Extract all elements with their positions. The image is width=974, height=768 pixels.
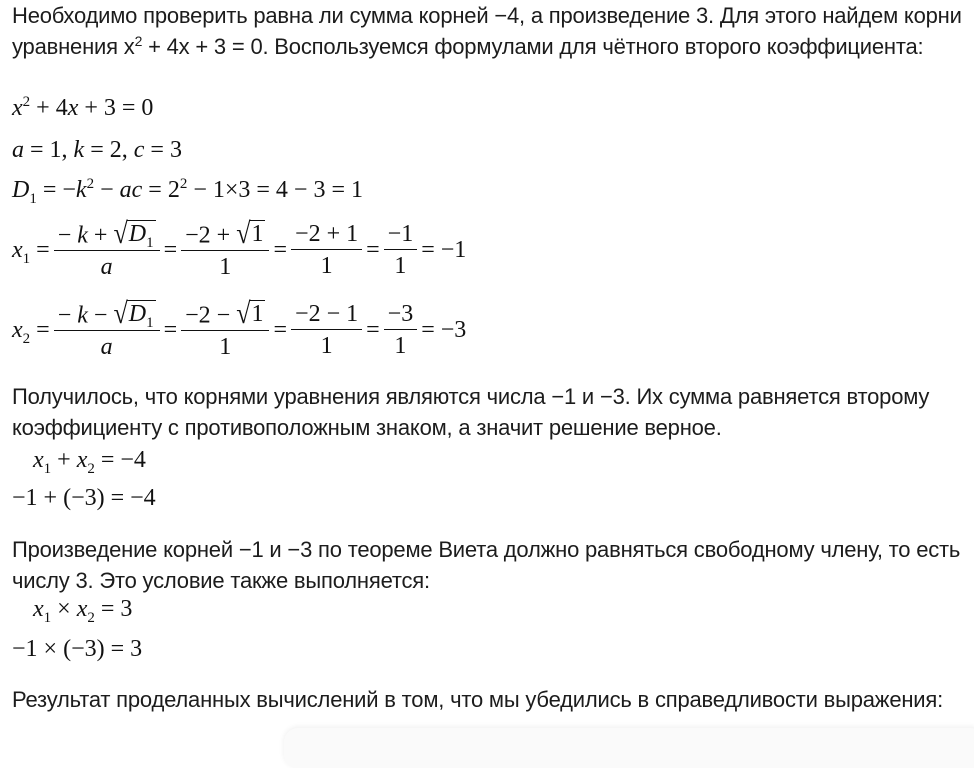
fraction-denominator — [97, 331, 117, 359]
var-x: x — [67, 95, 79, 121]
square-root — [236, 217, 265, 251]
fraction-denominator — [97, 251, 117, 279]
fraction-numerator — [54, 297, 160, 331]
var-k: k — [77, 222, 88, 249]
equals: = — [366, 236, 380, 263]
equals: = — [36, 316, 50, 343]
fraction-1 — [54, 217, 160, 281]
product-values-line: −1 × (−3) = 3 — [12, 636, 143, 662]
intro-text-tail: + 4x + 3 = 0. Воспользуемся формулами для чётного второго коэффициента: — [142, 34, 924, 59]
x2-result: = −3 — [421, 316, 467, 343]
equals: = — [163, 236, 178, 263]
var-x: x — [12, 236, 23, 263]
fraction-denominator: 1 — [394, 332, 407, 359]
var-k: k — [75, 177, 87, 203]
equals: = — [273, 236, 288, 263]
radicand — [127, 300, 156, 331]
sum-formula-line — [33, 447, 146, 477]
var-d: D — [12, 177, 30, 203]
fraction-2 — [181, 217, 269, 281]
fraction-denominator: 1 — [219, 334, 232, 361]
product-tail: = 3 — [94, 596, 133, 622]
operator: + — [87, 222, 114, 249]
fraction-numerator: −2 − 1 — [291, 302, 362, 330]
subscript: 1 — [43, 610, 52, 626]
subscript: 1 — [22, 250, 31, 267]
var-d: D — [128, 221, 147, 247]
minus: − — [57, 222, 78, 249]
equation-line — [12, 96, 153, 120]
intro-exponent: 2 — [134, 33, 143, 49]
sum-tail: = −4 — [94, 447, 146, 473]
fraction-2 — [181, 297, 269, 361]
disc-part: = − — [36, 177, 76, 203]
var-x: x — [33, 596, 44, 622]
subscript: 2 — [22, 330, 31, 347]
fraction-numerator — [181, 217, 269, 251]
x2-label — [12, 316, 31, 347]
var-a: a — [100, 254, 113, 281]
fraction-numerator — [54, 217, 160, 251]
var-x: x — [76, 596, 88, 622]
result-paragraph: Результат проделанных вычислений в том, что мы убедились в справедливости выражения: — [12, 687, 944, 712]
square-root — [113, 217, 155, 251]
operator: × — [51, 596, 77, 622]
fraction-denominator: 1 — [320, 332, 333, 359]
var-c: c — [133, 137, 145, 163]
var-x: x — [76, 447, 88, 473]
radical-icon: √ — [113, 217, 128, 251]
intro-text: Необходимо проверить равна ли сумма корней −4, а произведение 3. Для этого найдем корни уравнения x — [12, 3, 962, 59]
minus: − — [57, 302, 78, 329]
eq-tail: + 3 = 0 — [78, 95, 154, 121]
var-d: D — [128, 301, 147, 327]
radical-icon: √ — [236, 217, 251, 251]
equals: = — [36, 236, 50, 263]
numerator-text: −2 − — [185, 302, 237, 329]
x1-label — [12, 236, 31, 267]
radical-icon: √ — [236, 297, 251, 331]
fraction-numerator: −3 — [384, 302, 418, 330]
operator: + — [51, 447, 77, 473]
coefficients-line — [12, 138, 182, 162]
exponent: 2 — [22, 94, 31, 110]
subscript: 1 — [146, 235, 154, 251]
subscript: 2 — [87, 610, 95, 626]
subscript: 1 — [29, 191, 37, 207]
k-value: = 2, — [84, 137, 134, 163]
sum-values-line: −1 + (−3) = −4 — [12, 485, 156, 511]
subscript: 1 — [146, 315, 154, 331]
disc-minus: − — [94, 177, 120, 203]
var-x: x — [33, 447, 44, 473]
fraction-denominator: 1 — [320, 252, 333, 279]
root-x2-formula — [12, 297, 467, 361]
root-x1-formula — [12, 217, 467, 281]
disc-part: = 2 — [142, 177, 180, 203]
fraction-numerator: −1 — [384, 222, 418, 250]
subscript: 1 — [43, 461, 52, 477]
a-value: = 1, — [24, 137, 74, 163]
c-value: = 3 — [144, 137, 182, 163]
x1-result: = −1 — [421, 236, 467, 263]
eq-part: + 4 — [30, 95, 68, 121]
disc-tail: − 1×3 = 4 − 3 = 1 — [187, 177, 364, 203]
var-a: a — [12, 137, 24, 163]
fraction-3 — [291, 222, 362, 278]
product-paragraph: Произведение корней −1 и −3 по теореме Виета должно равняться свободному члену, то есть числу 3. Это условие также выполняется: — [12, 537, 961, 593]
equals: = — [366, 316, 380, 343]
radical-icon: √ — [113, 297, 128, 331]
fraction-denominator: 1 — [219, 254, 232, 281]
square-root — [113, 297, 155, 331]
fraction-4 — [384, 222, 418, 278]
sum-paragraph: Получилось, что корнями уравнения являются числа −1 и −3. Их сумма равняется второму коэффициенту с противоположным знаком, а значит решение верное. — [12, 384, 930, 440]
subscript: 2 — [87, 461, 95, 477]
numerator-text: −2 + — [185, 222, 237, 249]
var-k: k — [77, 302, 88, 329]
var-a: a — [100, 334, 113, 361]
operator: − — [87, 302, 114, 329]
radicand: 1 — [251, 301, 264, 327]
discriminant-line — [12, 176, 364, 207]
exponent: 2 — [179, 176, 188, 192]
equals: = — [273, 316, 288, 343]
fraction-4 — [384, 302, 418, 358]
var-x: x — [12, 95, 23, 121]
exponent: 2 — [86, 176, 95, 192]
radicand — [127, 220, 156, 251]
fraction-numerator: −2 + 1 — [291, 222, 362, 250]
product-formula-line — [33, 596, 133, 626]
radicand: 1 — [251, 221, 264, 247]
var-x: x — [12, 316, 23, 343]
equals: = — [163, 316, 178, 343]
square-root — [236, 297, 265, 331]
fraction-1 — [54, 297, 160, 361]
intro-paragraph — [12, 0, 967, 62]
bottom-card — [284, 728, 974, 768]
fraction-denominator: 1 — [394, 252, 407, 279]
var-k: k — [73, 137, 85, 163]
var-ac: ac — [119, 177, 143, 203]
fraction-3 — [291, 302, 362, 358]
fraction-numerator — [181, 297, 269, 331]
